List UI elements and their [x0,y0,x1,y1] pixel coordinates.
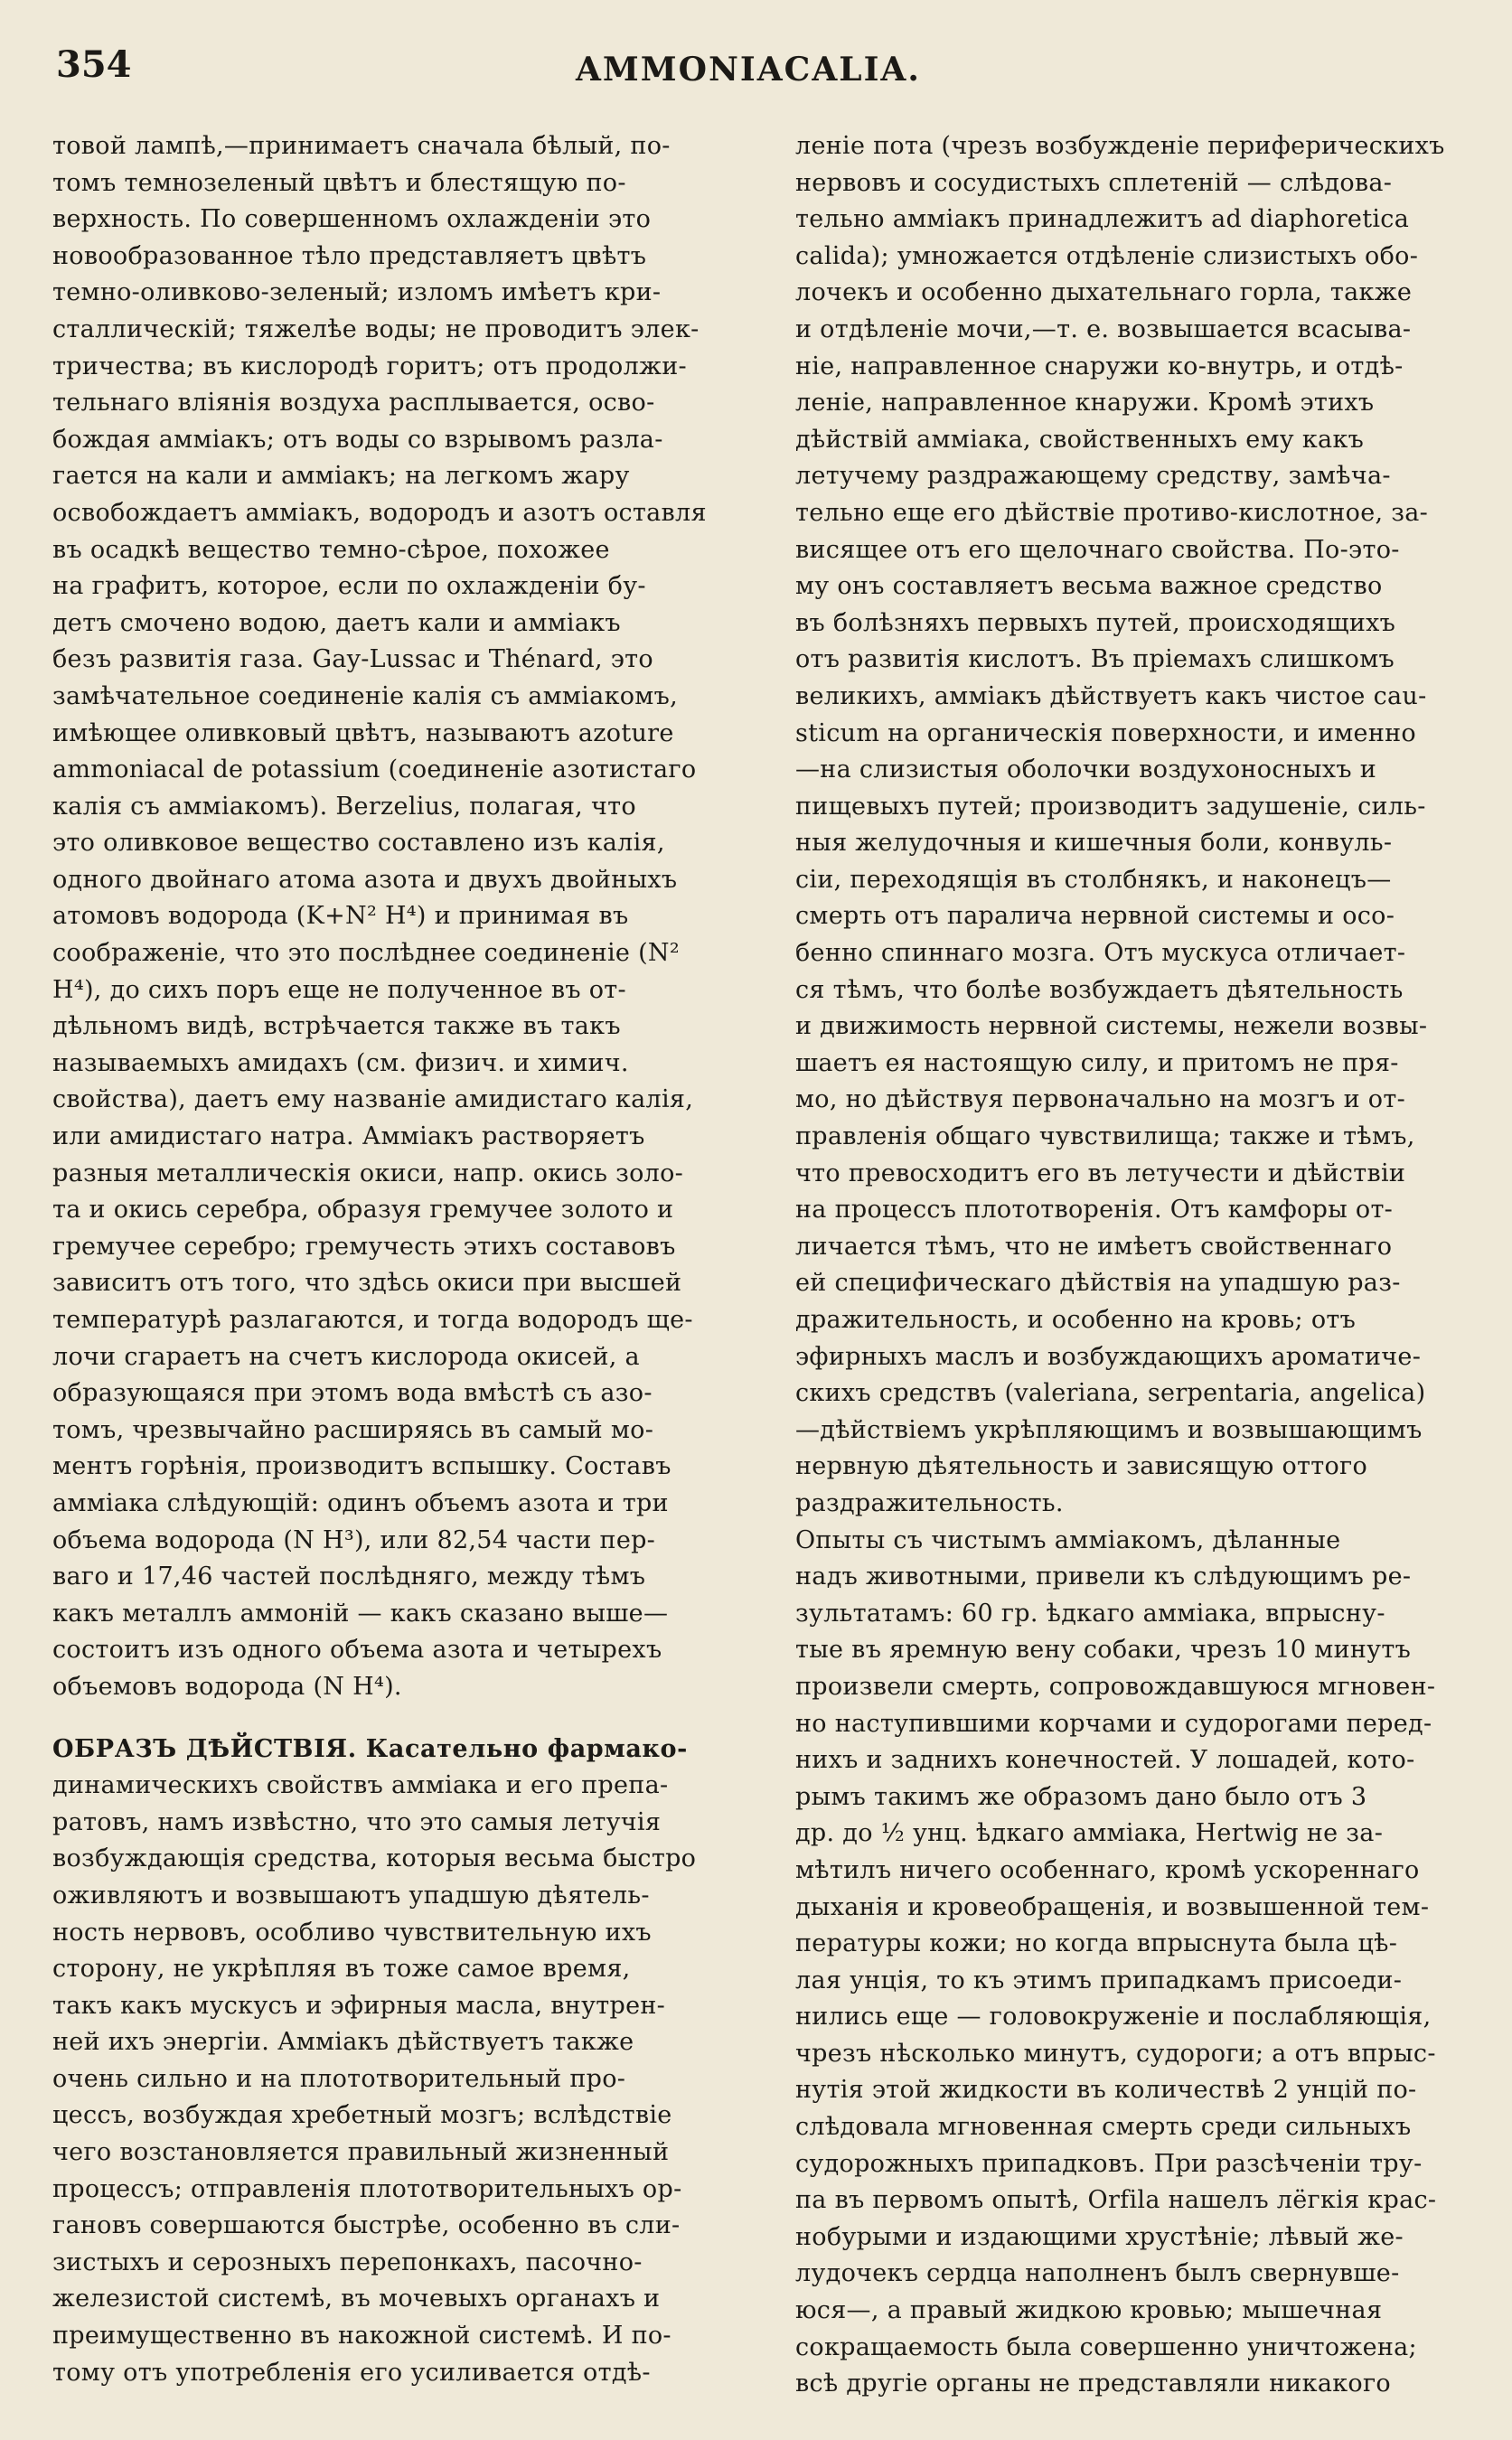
text-line: ныя желудочныя и кишечныя боли, конвуль- [795,829,1393,858]
text-line: ся тѣмъ, что болѣе возбуждаетъ дѣятельность [795,975,1404,1004]
text-line: ваго и 17,46 частей послѣдняго, между тѣмъ [52,1563,646,1591]
text-line: что превосходитъ его въ летучести и дѣйствіи [795,1159,1406,1187]
text-line: состоитъ изъ одного объема азота и четырехъ [52,1636,662,1665]
text-line: нервовъ и сосудистыхъ сплетеній — слѣдова- [795,168,1393,197]
text-line: безъ развитія газа. Gay-Lussac и Thénard, это [52,645,653,674]
text-line: всѣ другіе органы не представляли никакого [795,2370,1391,2398]
text-line: слѣдовала мгновенная смерть среди сильныхъ [795,2113,1412,2142]
text-line: скихъ средствъ (valeriana, serpentaria, angelica) [795,1379,1426,1408]
text-line: называемыхъ амидахъ (см. физич. и химич. [52,1048,629,1077]
text-line: пищевыхъ путей; производитъ задушеніе, силь- [795,792,1426,821]
text-line: и движимость нервной системы, нежели возвы- [795,1012,1428,1041]
text-line: детъ смочено водою, даетъ кали и аммiакъ [52,608,621,637]
text-line: эфирныхъ маслъ и возбуждающихъ ароматиче- [795,1342,1422,1371]
text-line: sticum на органическія поверхности, и именно [795,718,1416,747]
text-line: железистой системѣ, въ мочевыхъ органахъ и [52,2285,661,2313]
text-line: мо, но дѣйствуя первоначально на мозгъ и от- [795,1085,1406,1114]
text-line: смерть отъ паралича нервной системы и осо- [795,902,1395,931]
text-line: сталлическій; тяжелѣе воды; не проводитъ элек- [52,314,700,343]
text-line: и отдѣленіе мочи,—т. е. возвышается всасыва- [795,314,1412,343]
text-line: очень сильно и на плототворительный про- [52,2064,626,2093]
text-line: ніе, направленное снаружи ко-внутрь, и отдѣ- [795,352,1404,380]
text-line: сокращаемость была совершенно уничтожена; [795,2332,1417,2361]
text-line: свойства), даетъ ему названіе амидистаго калія, [52,1085,694,1114]
text-line: та и окись серебра, образуя гремучее золото и [52,1196,674,1225]
text-line: объема водорода (N H³), или 82,54 части пер- [52,1525,656,1554]
text-line: тричества; въ кислородѣ горитъ; отъ продолжи- [52,352,687,380]
text-line: Опыты съ чистымъ аммiакомъ, дѣланные [795,1525,1341,1554]
text-line: томъ темнозеленый цвѣтъ и блестящую по- [52,168,626,197]
text-line: сіи, переходящія въ столбнякъ, и наконецъ— [795,865,1392,894]
text-line: нились еще — головокруженіе и послабляющія, [795,2003,1432,2032]
running-head: AMMONIACALIA. [576,51,921,89]
text-line: чрезъ нѣсколько минутъ, судороги; а отъ впрыс- [795,2039,1436,2068]
text-line: томъ, чрезвычайно расширяясь въ самый мо- [52,1415,654,1444]
text-line: calida); умножается отдѣленіе слизистыхъ обо- [795,241,1419,270]
text-line: лудочекъ сердца наполненъ былъ свернувше- [795,2259,1400,2288]
text-line: ность нервовъ, особливо чувствительную ихъ [52,1918,652,1947]
text-line: одного двойнаго атома азота и двухъ двойныхъ [52,865,678,894]
text-line: ратовъ, намъ извѣстно, что это самыя летучія [52,1807,662,1836]
text-line: это оливковое вещество составлено изъ калія, [52,829,665,858]
text-line: дражительность, и особенно на кровь; отъ [795,1306,1357,1334]
text-line: тельнаго вліянія воздуха расплывается, осво- [52,389,655,418]
text-line: зависитъ отъ того, что здѣсь окиси при высшей [52,1269,682,1298]
text-line: нихъ и заднихъ конечностей. У лошадей, кото- [795,1746,1415,1775]
text-line: мѣтилъ ничего особеннаго, кромѣ ускореннаго [795,1855,1420,1884]
text-line: тельно еще его дѣйствіе противо-кислотное, за- [795,498,1429,527]
text-line: въ болѣзняхъ первыхъ путей, происходящихъ [795,608,1396,637]
text-line: образующаяся при этомъ вода вмѣстѣ съ азо- [52,1379,653,1408]
text-line: др. до ½ унц. ѣдкаго аммiака, Hertwig не за- [795,1819,1384,1848]
text-line: дѣйствій аммiака, свойственныхъ ему какъ [795,425,1365,454]
text-line: тые въ яремную вену собаки, чрезъ 10 минутъ [795,1636,1412,1665]
text-line: великихъ, аммiакъ дѣйствуетъ какъ чистое cau- [795,681,1427,710]
text-line: ей специфическаго дѣйствія на упадшую раз- [795,1269,1401,1298]
text-line: на графитъ, которое, если по охлажденіи бу- [52,572,646,601]
text-line: ней ихъ энергіи. Аммiакъ дѣйствуетъ также [52,2028,634,2057]
text-line: цессъ, возбуждая хребетный мозгъ; вслѣдствіе [52,2101,672,2130]
text-line: нобурыми и издающими хрустѣніе; лѣвый же- [795,2222,1404,2251]
text-line: имѣющее оливковый цвѣтъ, называютъ azoture [52,718,674,747]
paragraph-gap [52,1706,748,1731]
page-number: 354 [56,43,132,86]
text-line: замѣчательное соединеніе калія съ аммiакомъ, [52,681,678,710]
text-line: такъ какъ мускусъ и эфирныя масла, внутрен- [52,1991,666,2020]
text-line: лая унція, то къ этимъ припадкамъ присоеди- [795,1966,1403,1994]
text-line: соображеніе, что это послѣднее соединеніе (N² [52,939,680,968]
text-line: преимущественно въ накожной системѣ. И по- [52,2322,671,2351]
text-line: зистыхъ и серозныхъ перепонкахъ, пасочно- [52,2248,643,2276]
text-line: верхность. По совершенномъ охлажденіи это [52,205,652,234]
text-line: раздражительность. [795,1488,1064,1517]
text-line: H⁴), до сихъ поръ еще не полученное въ от- [52,975,626,1004]
text-line: аммiака слѣдующій: одинъ объемъ азота и три [52,1488,669,1517]
text-line: лочекъ и особенно дыхательнаго горла, также [795,278,1413,307]
text-line: гается на кали и аммiакъ; на легкомъ жару [52,462,630,491]
text-line: калія съ аммiакомъ). Berzelius, полагая, что [52,792,636,821]
text-line: судорожныхъ припадковъ. При разсѣченіи тру- [795,2149,1423,2178]
text-line: бенно спиннаго мозга. Отъ мускуса отличает- [795,939,1406,968]
text-line: нутія этой жидкости въ количествѣ 2 унцій по- [795,2076,1417,2105]
text-line: правленія общаго чувствилища; также и тѣмъ, [795,1122,1415,1151]
text-line: летучему раздражающему средству, замѣча- [795,462,1391,491]
text-line: произвели смерть, сопровождавшуюся мгновен- [795,1672,1436,1701]
text-line: разныя металлическія окиси, напр. окись золо- [52,1159,684,1187]
page-header [56,43,1476,98]
text-line: тельно аммiакъ принадлежитъ ad diaphoretica [795,205,1410,234]
text-line: висящее отъ его щелочнаго свойства. По-это- [795,535,1400,564]
text-line: возбуждающія средства, которыя весьма быстро [52,1844,697,1873]
text-line: на процессъ плототворенія. Отъ камфоры от- [795,1196,1394,1225]
text-line: гремучее серебро; гремучесть этихъ составовъ [52,1232,676,1261]
text-line: новообразованное тѣло представляетъ цвѣтъ [52,241,647,270]
text-line: сторону, не укрѣпляя въ тоже самое время, [52,1955,631,1984]
text-line: товой лампѣ,—принимаетъ сначала бѣлый, по- [52,132,671,160]
text-line: но наступившими корчами и судорогами перед- [795,1709,1432,1738]
text-line: пературы кожи; но когда впрыснута была цѣ- [795,1929,1398,1958]
text-line: ментъ горѣнія, производитъ вспышку. Составъ [52,1452,671,1481]
text-line: лочи сгараетъ на счетъ кислорода окисей, а [52,1342,640,1371]
text-line: му онъ составляетъ весьма важное средство [795,572,1383,601]
text-line: атомовъ водорода (K+N² H⁴) и принимая въ [52,902,629,931]
text-line: динамическихъ свойствъ аммiака и его препа- [52,1771,669,1800]
text-line: дыханія и кровеобращенія, и возвышенной тем- [795,1892,1430,1921]
text-line: темно-оливково-зеленый; изломъ имѣетъ кри- [52,278,662,307]
text-line: гановъ совершаются быстрѣе, особенно въ сли- [52,2211,681,2240]
text-line: юся—, а правый жидкою кровью; мышечная [795,2296,1383,2325]
text-line: —дѣйствіемъ укрѣпляющимъ и возвышающимъ [795,1415,1423,1444]
text-line: ОБРАЗЪ ДѢЙСТВІЯ. Касательно фармако- [52,1734,688,1763]
text-line: надъ животными, привели къ слѣдующимъ ре- [795,1563,1412,1591]
text-line: бождая аммiакъ; отъ воды со взрывомъ разла- [52,425,663,454]
text-line: въ осадкѣ вещество темно-сѣрое, похожее [52,535,610,564]
text-line: оживляютъ и возвышаютъ упадшую дѣятель- [52,1881,650,1910]
text-line: —на слизистыя оболочки воздухоносныхъ и [795,755,1377,784]
text-line: освобождаетъ аммiакъ, водородъ и азотъ оставля [52,498,707,527]
text-line: или амидистаго натра. Аммiакъ растворяетъ [52,1122,645,1151]
text-line: па въ первомъ опытѣ, Orfila нашелъ лёгкія крас- [795,2186,1437,2215]
text-line: леніе пота (чрезъ возбужденіе периферическихъ [795,132,1445,160]
text-line: ammoniacal de potassium (соединеніе азотистаго [52,755,697,784]
text-line: температурѣ разлагаются, и тогда водородъ ще- [52,1306,693,1334]
left-text-column [52,128,748,2391]
text-line: какъ металлъ аммоній — какъ сказано выше— [52,1599,669,1628]
text-line: нервную дѣятельность и зависящую оттого [795,1452,1368,1481]
text-line: зультатамъ: 60 гр. ѣдкаго аммiака, впрысну- [795,1599,1385,1628]
text-line: рымъ такимъ же образомъ дано было отъ 3 [795,1782,1367,1811]
text-line: чего возстановляется правильный жизненный [52,2138,670,2167]
right-text-column [795,128,1491,2403]
text-line: личается тѣмъ, что не имѣетъ свойственнаго [795,1232,1393,1261]
text-line: процессъ; отправленія плототворительныхъ ор- [52,2174,682,2203]
text-line: дѣльномъ видѣ, встрѣчается также въ такъ [52,1012,621,1041]
text-line: тому отъ употребленія его усиливается отдѣ- [52,2358,651,2387]
text-line: шаетъ ея настоящую силу, и притомъ не пря- [795,1048,1399,1077]
text-line: леніе, направленное кнаружи. Кромѣ этихъ [795,389,1375,418]
text-line: отъ развитія кислотъ. Въ пріемахъ слишкомъ [795,645,1395,674]
text-line: объемовъ водорода (N H⁴). [52,1672,402,1701]
